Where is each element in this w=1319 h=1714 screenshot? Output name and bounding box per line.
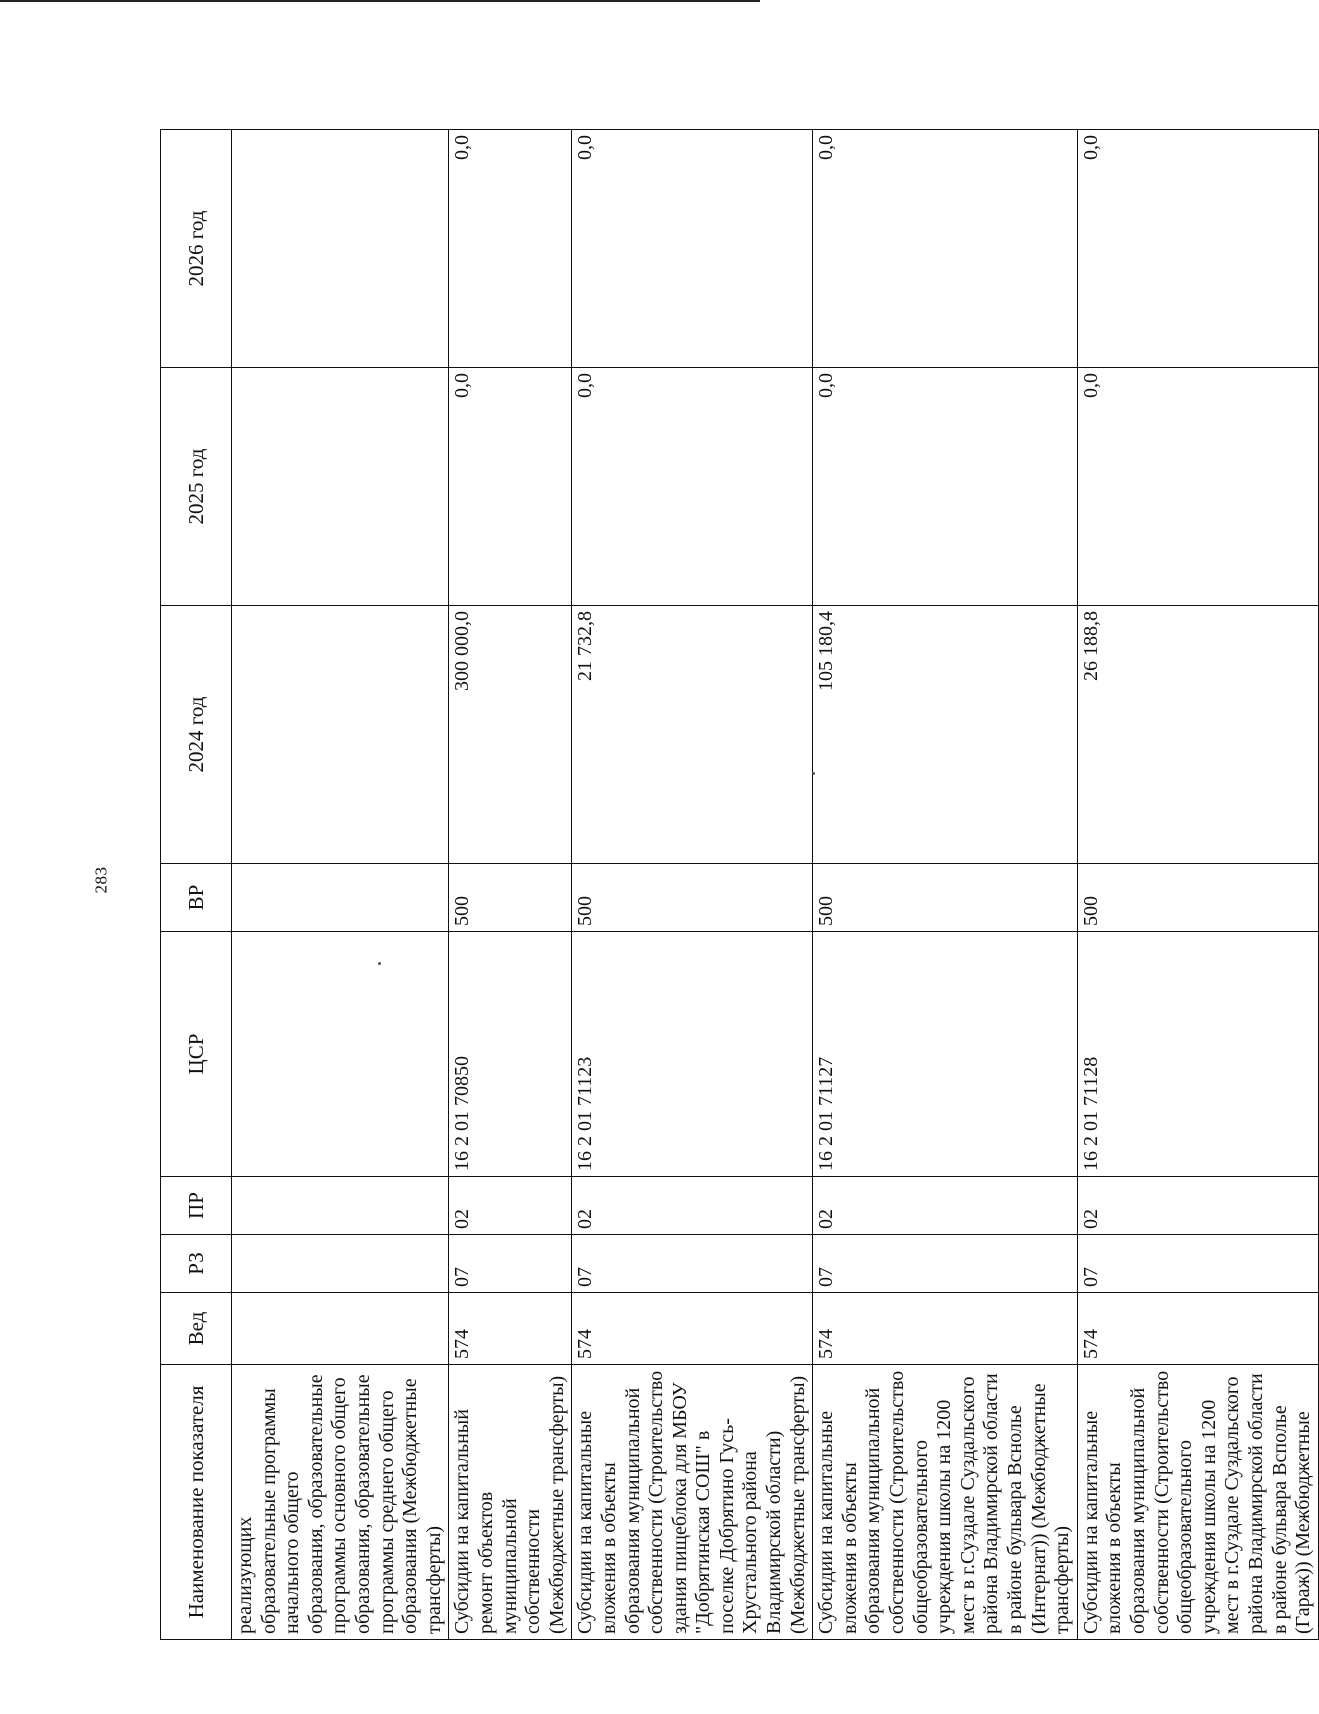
cell-2025: 0,0	[449, 368, 572, 606]
cell-pr: 02	[1077, 1177, 1318, 1235]
cell-ved: 574	[1077, 1293, 1318, 1365]
cell-ved: 574	[813, 1293, 1078, 1365]
top-rule	[0, 0, 760, 2]
header-csr: ЦСР	[161, 932, 232, 1177]
cell-vr	[232, 864, 449, 932]
cell-csr: 16 2 01 71127	[813, 932, 1078, 1177]
cell-ved	[232, 1293, 449, 1365]
cell-2024: 105 180,4	[813, 606, 1078, 864]
page-number: 283	[91, 866, 111, 894]
header-2024: 2024 год	[161, 606, 232, 864]
header-vr: ВР	[161, 864, 232, 932]
cell-2025: 0,0	[1077, 368, 1318, 606]
cell-2026: 0,0	[572, 130, 813, 368]
cell-csr: 16 2 01 71123	[572, 932, 813, 1177]
cell-2024	[232, 606, 449, 864]
table-row	[449, 130, 572, 1640]
budget-table	[160, 129, 1319, 1640]
cell-2025: 0,0	[572, 368, 813, 606]
table-row	[813, 130, 1078, 1640]
cell-name: Субсидии на капитальные вложения в объекты образования муниципальной собственности (Строительство общеобразовательного учреждения школы на 1200 мест в г.Суздале Суздальского района Владимирской области в районе бульвара Всполье (Гараж)) (Межбюджетные	[1077, 1365, 1318, 1640]
cell-rz: 07	[449, 1235, 572, 1293]
cell-pr	[232, 1177, 449, 1235]
cell-rz: 07	[572, 1235, 813, 1293]
cell-vr: 500	[449, 864, 572, 932]
cell-2026: 0,0	[813, 130, 1078, 368]
cell-rz: 07	[813, 1235, 1078, 1293]
cell-2026: 0,0	[1077, 130, 1318, 368]
cell-pr: 02	[813, 1177, 1078, 1235]
cell-2024: 26 188,8	[1077, 606, 1318, 864]
cell-pr: 02	[449, 1177, 572, 1235]
cell-rz	[232, 1235, 449, 1293]
cell-2025: 0,0	[813, 368, 1078, 606]
cell-csr	[232, 932, 449, 1177]
cell-2024: 21 732,8	[572, 606, 813, 864]
table-row	[572, 130, 813, 1640]
cell-ved: 574	[449, 1293, 572, 1365]
cell-2025	[232, 368, 449, 606]
scan-speck	[812, 772, 815, 775]
cell-csr: 16 2 01 71128	[1077, 932, 1318, 1177]
table-header-row	[161, 130, 232, 1640]
cell-vr: 500	[1077, 864, 1318, 932]
cell-2026	[232, 130, 449, 368]
header-2025: 2025 год	[161, 368, 232, 606]
cell-rz: 07	[1077, 1235, 1318, 1293]
cell-ved: 574	[572, 1293, 813, 1365]
cell-name: Субсидии на капитальные вложения в объекты образования муниципальной собственности (Строительство здания пищеблока для МБОУ "Добрятинская СОШ" в поселке Добрятино Гусь-Хрустального района Владимирской области) (Межбюджетные трансферты)	[572, 1365, 813, 1640]
cell-name: Субсидии на капитальный ремонт объектов муниципальной собственности (Межбюджетные трансферты)	[449, 1365, 572, 1640]
cell-vr: 500	[813, 864, 1078, 932]
cell-name: Субсидии на капитальные вложения в объекты образования муниципальной собственности (Строительство общеобразовательного учреждения школы на 1200 мест в г.Суздале Суздальского района Владимирской области в районе бульвара Вснолье (Интернат)) (Межбюджетные трансферты)	[813, 1365, 1078, 1640]
cell-pr: 02	[572, 1177, 813, 1235]
cell-vr: 500	[572, 864, 813, 932]
header-ved: Вед	[161, 1293, 232, 1365]
header-name: Наименование показателя	[161, 1365, 232, 1640]
scan-speck	[378, 962, 381, 965]
header-pr: ПР	[161, 1177, 232, 1235]
header-2026: 2026 год	[161, 130, 232, 368]
cell-csr: 16 2 01 70850	[449, 932, 572, 1177]
table-row	[1077, 130, 1318, 1640]
rotated-page	[160, 130, 1315, 1640]
cell-name: реализующих образовательные программы начального общего образования, образовательные программы основного общего образования, образовательные программы среднего общего образования (Межбюджетные трансферты)	[232, 1365, 449, 1640]
header-rz: РЗ	[161, 1235, 232, 1293]
cell-2024: 300 000,0	[449, 606, 572, 864]
cell-2026: 0,0	[449, 130, 572, 368]
table-row	[232, 130, 449, 1640]
